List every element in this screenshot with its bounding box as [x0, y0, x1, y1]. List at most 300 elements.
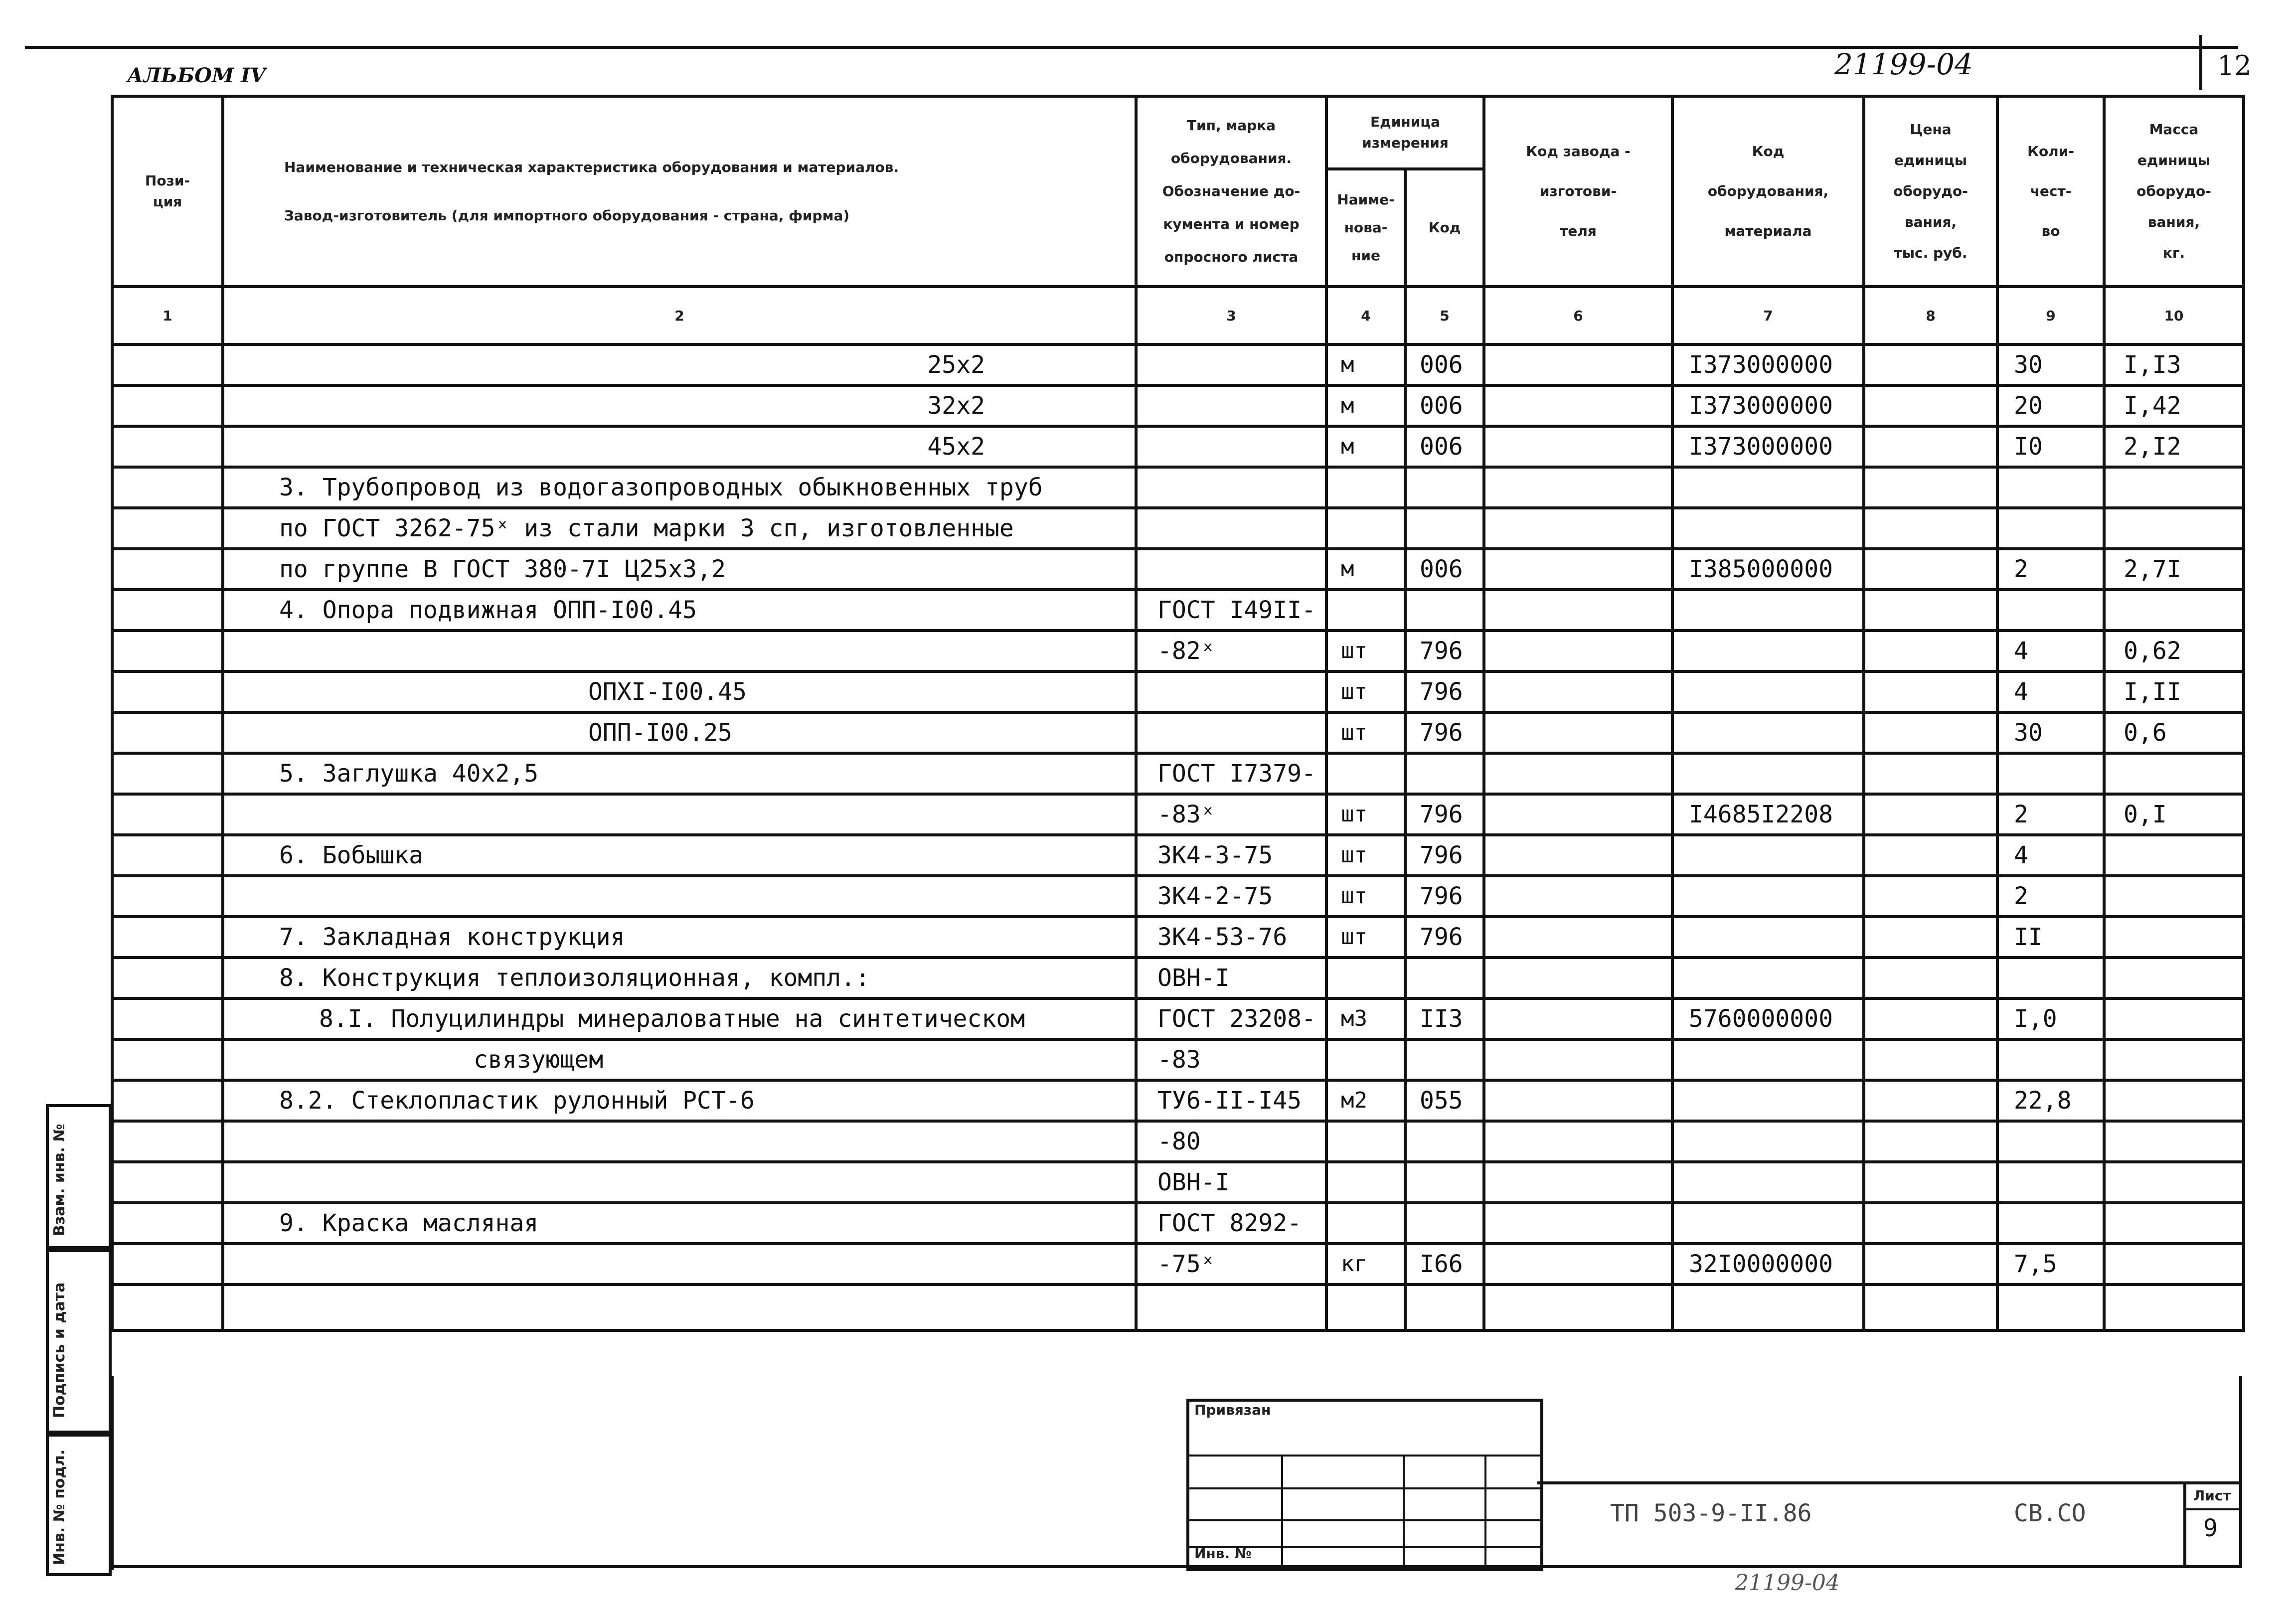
cell-unit-code: II3: [1405, 998, 1484, 1039]
cell-unit-code: 796: [1405, 835, 1484, 876]
table-row: [112, 508, 2244, 549]
column-number: 8: [1864, 287, 1997, 344]
cell-position: [112, 1162, 223, 1203]
table-row: [112, 467, 2244, 508]
empty-cell: [1136, 1285, 1326, 1330]
cell-name: 9. Краска масляная: [223, 1203, 1136, 1244]
cell-name: 4. Опора подвижная ОПП-I00.45: [223, 590, 1136, 631]
empty-cell: [223, 1285, 1136, 1330]
cell-unit-code: 006: [1405, 426, 1484, 467]
sheet-box-mid: [2183, 1508, 2239, 1510]
cell-factory-code: [1484, 590, 1672, 631]
cell-material-code: I4685I2208: [1672, 794, 1864, 835]
frame-left: [111, 1376, 114, 1570]
empty-cell: [1484, 1285, 1672, 1330]
cell-material-code: I373000000: [1672, 385, 1864, 426]
cell-unit-code: 796: [1405, 794, 1484, 835]
cell-name: [223, 1121, 1136, 1162]
cell-name: по группе В ГОСТ 380-7I Ц25x3,2: [223, 549, 1136, 590]
column-number: 6: [1484, 287, 1672, 344]
cell-mass: [2104, 958, 2244, 998]
cell-position: [112, 344, 223, 385]
cell-name: 7. Закладная конструкция: [223, 917, 1136, 958]
cell-price: [1864, 1039, 1997, 1080]
cell-position: [112, 1244, 223, 1285]
cell-position: [112, 508, 223, 549]
table-row: [112, 1244, 2244, 1285]
cell-name: ОПХI-I00.45: [223, 671, 1136, 712]
cell-type: [1136, 712, 1326, 753]
cell-material-code: 5760000000: [1672, 998, 1864, 1039]
empty-cell: [1405, 1285, 1484, 1330]
cell-factory-code: [1484, 712, 1672, 753]
bottom-note: 21199-04: [1735, 1570, 1840, 1596]
cell-unit: м: [1326, 385, 1405, 426]
frame-right: [2239, 1376, 2242, 1568]
cell-factory-code: [1484, 631, 1672, 671]
cell-factory-code: [1484, 467, 1672, 508]
cell-factory-code: [1484, 753, 1672, 794]
cell-type: -83ˣ: [1136, 794, 1326, 835]
cell-unit: шт: [1326, 876, 1405, 917]
cell-type: [1136, 426, 1326, 467]
stamp-section: СВ.СО: [2014, 1499, 2086, 1527]
cell-quantity: 4: [1997, 671, 2104, 712]
cell-factory-code: [1484, 1080, 1672, 1121]
cell-position: [112, 712, 223, 753]
cell-quantity: [1997, 1162, 2104, 1203]
cell-quantity: I0: [1997, 426, 2104, 467]
cell-price: [1864, 385, 1997, 426]
cell-mass: [2104, 1203, 2244, 1244]
cell-type: ОВН-I: [1136, 958, 1326, 998]
cell-position: [112, 753, 223, 794]
cell-position: [112, 835, 223, 876]
cell-quantity: [1997, 467, 2104, 508]
cell-quantity: 4: [1997, 835, 2104, 876]
cell-unit: м: [1326, 426, 1405, 467]
cell-mass: [2104, 1244, 2244, 1285]
cell-type: [1136, 467, 1326, 508]
cell-position: [112, 1121, 223, 1162]
cell-type: ГОСТ 8292-: [1136, 1203, 1326, 1244]
cell-price: [1864, 794, 1997, 835]
cell-mass: I,42: [2104, 385, 2244, 426]
cell-factory-code: [1484, 1162, 1672, 1203]
cell-material-code: [1672, 958, 1864, 998]
cell-quantity: [1997, 1039, 2104, 1080]
cell-position: [112, 917, 223, 958]
cell-type: [1136, 385, 1326, 426]
cell-position: [112, 671, 223, 712]
table-row: [112, 876, 2244, 917]
page-number: 12: [2217, 50, 2252, 81]
table-row: [112, 671, 2244, 712]
cell-unit: шт: [1326, 631, 1405, 671]
cell-name: 8.2. Стеклопластик рулонный РСТ-6: [223, 1080, 1136, 1121]
cell-factory-code: [1484, 1203, 1672, 1244]
table-row: [112, 712, 2244, 753]
cell-unit: [1326, 508, 1405, 549]
cell-unit: м: [1326, 344, 1405, 385]
cell-quantity: 2: [1997, 549, 2104, 590]
column-number: 7: [1672, 287, 1864, 344]
album-label: АЛЬБОМ IV: [127, 64, 266, 87]
cell-price: [1864, 671, 1997, 712]
cell-mass: [2104, 917, 2244, 958]
cell-material-code: [1672, 1121, 1864, 1162]
column-number: 1: [112, 287, 223, 344]
cell-quantity: 22,8: [1997, 1080, 2104, 1121]
cell-name: [223, 1162, 1136, 1203]
cell-type: ЗК4-3-75: [1136, 835, 1326, 876]
cell-price: [1864, 631, 1997, 671]
page-number-divider: [2199, 35, 2202, 90]
cell-mass: [2104, 835, 2244, 876]
header-unit-group: Единица измерения: [1326, 96, 1484, 169]
cell-unit-code: [1405, 1039, 1484, 1080]
cell-unit: [1326, 1121, 1405, 1162]
specification-table: [111, 95, 2245, 1332]
column-number: 9: [1997, 287, 2104, 344]
cell-price: [1864, 753, 1997, 794]
cell-type: ЗК4-2-75: [1136, 876, 1326, 917]
cell-mass: 0,62: [2104, 631, 2244, 671]
cell-factory-code: [1484, 508, 1672, 549]
cell-type: ГОСТ I49II-: [1136, 590, 1326, 631]
cell-material-code: [1672, 508, 1864, 549]
table-row: [112, 1080, 2244, 1121]
cell-name: [223, 1244, 1136, 1285]
cell-factory-code: [1484, 344, 1672, 385]
cell-unit-code: [1405, 590, 1484, 631]
cell-unit: шт: [1326, 712, 1405, 753]
cell-unit: [1326, 1039, 1405, 1080]
stamp-divider: [1537, 1481, 2239, 1484]
cell-type: -75ˣ: [1136, 1244, 1326, 1285]
cell-unit-code: [1405, 467, 1484, 508]
cell-type: [1136, 549, 1326, 590]
header-mass: Масса единицы оборудо- вания, кг.: [2104, 96, 2244, 287]
header-type: Тип, марка оборудования. Обозначение до- кумента и номер опросного листа: [1136, 96, 1326, 287]
cell-material-code: [1672, 876, 1864, 917]
cell-factory-code: [1484, 385, 1672, 426]
table-row: [112, 426, 2244, 467]
cell-unit-code: [1405, 958, 1484, 998]
table-row: [112, 1039, 2244, 1080]
column-number: 10: [2104, 287, 2244, 344]
frame-bottom: [111, 1565, 2242, 1568]
cell-mass: 2,I2: [2104, 426, 2244, 467]
cell-price: [1864, 998, 1997, 1039]
cell-name: по ГОСТ 3262-75ˣ из стали марки 3 сп, изготовленные: [223, 508, 1136, 549]
cell-price: [1864, 344, 1997, 385]
cell-mass: [2104, 876, 2244, 917]
cell-quantity: 30: [1997, 344, 2104, 385]
cell-quantity: 30: [1997, 712, 2104, 753]
cell-unit: шт: [1326, 835, 1405, 876]
empty-cell: [112, 1285, 223, 1330]
cell-unit-code: [1405, 753, 1484, 794]
table-row: [112, 1121, 2244, 1162]
cell-unit: [1326, 1162, 1405, 1203]
cell-type: -83: [1136, 1039, 1326, 1080]
side-label-signature: Подпись и дата: [51, 1282, 68, 1418]
cell-material-code: [1672, 631, 1864, 671]
cell-price: [1864, 590, 1997, 631]
cell-price: [1864, 1244, 1997, 1285]
column-number: 3: [1136, 287, 1326, 344]
cell-quantity: [1997, 508, 2104, 549]
table-row: [112, 385, 2244, 426]
cell-position: [112, 385, 223, 426]
cell-mass: [2104, 753, 2244, 794]
cell-name: [223, 876, 1136, 917]
cell-mass: I,I3: [2104, 344, 2244, 385]
cell-material-code: [1672, 1162, 1864, 1203]
cell-type: [1136, 344, 1326, 385]
cell-name: 45x2: [223, 426, 1136, 467]
cell-unit-code: [1405, 1162, 1484, 1203]
cell-mass: [2104, 998, 2244, 1039]
cell-price: [1864, 1080, 1997, 1121]
cell-mass: [2104, 590, 2244, 631]
header-unit-name: Наиме- нова- ние: [1326, 169, 1405, 287]
empty-row: [112, 1285, 2244, 1330]
cell-price: [1864, 1121, 1997, 1162]
empty-cell: [1864, 1285, 1997, 1330]
cell-factory-code: [1484, 671, 1672, 712]
cell-mass: 0,6: [2104, 712, 2244, 753]
cell-unit-code: 055: [1405, 1080, 1484, 1121]
cell-name: [223, 631, 1136, 671]
cell-type: [1136, 508, 1326, 549]
cell-price: [1864, 917, 1997, 958]
cell-price: [1864, 508, 1997, 549]
stamp-designation: ТП 503-9-II.86: [1610, 1499, 1812, 1527]
table-row: [112, 549, 2244, 590]
cell-position: [112, 549, 223, 590]
cell-name: связующем: [223, 1039, 1136, 1080]
cell-position: [112, 631, 223, 671]
cell-type: -82ˣ: [1136, 631, 1326, 671]
cell-type: -80: [1136, 1121, 1326, 1162]
cell-unit: м2: [1326, 1080, 1405, 1121]
cell-position: [112, 467, 223, 508]
stamp-attached-label: Привязан: [1194, 1402, 1271, 1418]
cell-price: [1864, 876, 1997, 917]
cell-name: [223, 794, 1136, 835]
cell-name: 3. Трубопровод из водогазопроводных обыкновенных труб: [223, 467, 1136, 508]
cell-type: [1136, 671, 1326, 712]
header-unit-code: Код: [1405, 169, 1484, 287]
cell-unit: кг: [1326, 1244, 1405, 1285]
table-row: [112, 631, 2244, 671]
cell-unit: [1326, 753, 1405, 794]
cell-factory-code: [1484, 794, 1672, 835]
cell-material-code: [1672, 1203, 1864, 1244]
cell-unit-code: [1405, 1203, 1484, 1244]
cell-material-code: [1672, 671, 1864, 712]
cell-quantity: 20: [1997, 385, 2104, 426]
header-name: Наименование и техническая характеристика оборудования и материалов. Завод-изготовитель (для импортного оборудования - страна, фирма): [223, 96, 1136, 287]
header-quantity: Коли- чест- во: [1997, 96, 2104, 287]
cell-unit-code: 796: [1405, 671, 1484, 712]
cell-price: [1864, 467, 1997, 508]
column-number-row: [112, 287, 2244, 344]
cell-mass: [2104, 467, 2244, 508]
cell-position: [112, 998, 223, 1039]
cell-factory-code: [1484, 549, 1672, 590]
cell-unit-code: 796: [1405, 917, 1484, 958]
cell-factory-code: [1484, 1121, 1672, 1162]
cell-material-code: I373000000: [1672, 426, 1864, 467]
document-number: 21199-04: [1834, 47, 1973, 81]
table-row: [112, 1203, 2244, 1244]
cell-unit: м3: [1326, 998, 1405, 1039]
sheet-box-left: [2183, 1481, 2186, 1565]
empty-cell: [1326, 1285, 1405, 1330]
cell-material-code: [1672, 1039, 1864, 1080]
cell-name: 32x2: [223, 385, 1136, 426]
cell-quantity: 4: [1997, 631, 2104, 671]
cell-unit-code: 006: [1405, 385, 1484, 426]
cell-position: [112, 794, 223, 835]
table-row: [112, 590, 2244, 631]
table-row: [112, 1162, 2244, 1203]
cell-material-code: [1672, 1080, 1864, 1121]
cell-material-code: [1672, 753, 1864, 794]
sheet-label: Лист: [2193, 1487, 2231, 1504]
cell-unit-code: 796: [1405, 631, 1484, 671]
cell-type: ОВН-I: [1136, 1162, 1326, 1203]
empty-cell: [1997, 1285, 2104, 1330]
empty-cell: [2104, 1285, 2244, 1330]
empty-cell: [1672, 1285, 1864, 1330]
cell-unit-code: [1405, 1121, 1484, 1162]
cell-name: 25x2: [223, 344, 1136, 385]
cell-unit: [1326, 467, 1405, 508]
cell-material-code: [1672, 712, 1864, 753]
header-factory-code: Код завода - изготови- теля: [1484, 96, 1672, 287]
cell-unit-code: 006: [1405, 549, 1484, 590]
cell-material-code: [1672, 917, 1864, 958]
cell-quantity: II: [1997, 917, 2104, 958]
cell-name: ОПП-I00.25: [223, 712, 1136, 753]
cell-price: [1864, 958, 1997, 998]
cell-unit: м: [1326, 549, 1405, 590]
cell-quantity: [1997, 753, 2104, 794]
cell-unit: [1326, 958, 1405, 998]
cell-position: [112, 958, 223, 998]
header-material-code: Код оборудования, материала: [1672, 96, 1864, 287]
side-label-original: Инв. № подл.: [51, 1449, 68, 1565]
table-row: [112, 917, 2244, 958]
cell-unit-code: 796: [1405, 712, 1484, 753]
cell-name: 8.I. Полуцилиндры минераловатные на синтетическом: [223, 998, 1136, 1039]
cell-material-code: [1672, 467, 1864, 508]
cell-quantity: 7,5: [1997, 1244, 2104, 1285]
cell-quantity: 2: [1997, 876, 2104, 917]
cell-type: ГОСТ I7379-: [1136, 753, 1326, 794]
cell-quantity: [1997, 1203, 2104, 1244]
cell-position: [112, 1039, 223, 1080]
cell-price: [1864, 549, 1997, 590]
cell-type: ЗК4-53-76: [1136, 917, 1326, 958]
cell-position: [112, 426, 223, 467]
cell-mass: 2,7I: [2104, 549, 2244, 590]
cell-mass: [2104, 508, 2244, 549]
cell-name: 8. Конструкция теплоизоляционная, компл.:: [223, 958, 1136, 998]
cell-factory-code: [1484, 426, 1672, 467]
cell-mass: 0,I: [2104, 794, 2244, 835]
cell-position: [112, 590, 223, 631]
cell-unit: [1326, 590, 1405, 631]
cell-factory-code: [1484, 1039, 1672, 1080]
cell-material-code: I373000000: [1672, 344, 1864, 385]
cell-price: [1864, 426, 1997, 467]
column-number: 5: [1405, 287, 1484, 344]
table-row: [112, 835, 2244, 876]
cell-factory-code: [1484, 998, 1672, 1039]
cell-mass: I,II: [2104, 671, 2244, 712]
cell-quantity: [1997, 1121, 2104, 1162]
cell-quantity: [1997, 590, 2104, 631]
cell-unit-code: 006: [1405, 344, 1484, 385]
cell-unit: шт: [1326, 671, 1405, 712]
column-number: 2: [223, 287, 1136, 344]
cell-factory-code: [1484, 917, 1672, 958]
cell-price: [1864, 1203, 1997, 1244]
cell-position: [112, 1203, 223, 1244]
cell-price: [1864, 712, 1997, 753]
cell-mass: [2104, 1080, 2244, 1121]
header-position: Пози- ция: [112, 96, 223, 287]
cell-mass: [2104, 1121, 2244, 1162]
cell-material-code: [1672, 835, 1864, 876]
cell-name: 5. Заглушка 40x2,5: [223, 753, 1136, 794]
table-row: [112, 753, 2244, 794]
cell-price: [1864, 835, 1997, 876]
cell-unit: шт: [1326, 794, 1405, 835]
cell-material-code: I385000000: [1672, 549, 1864, 590]
cell-unit: шт: [1326, 917, 1405, 958]
cell-factory-code: [1484, 958, 1672, 998]
cell-unit: [1326, 1203, 1405, 1244]
cell-position: [112, 876, 223, 917]
cell-quantity: [1997, 958, 2104, 998]
cell-factory-code: [1484, 1244, 1672, 1285]
cell-quantity: 2: [1997, 794, 2104, 835]
cell-material-code: 32I0000000: [1672, 1244, 1864, 1285]
side-label-replacement: Взам. инв. №: [51, 1124, 68, 1236]
table-row: [112, 958, 2244, 998]
cell-unit-code: [1405, 508, 1484, 549]
cell-name: 6. Бобышка: [223, 835, 1136, 876]
table-row: [112, 344, 2244, 385]
cell-factory-code: [1484, 835, 1672, 876]
cell-factory-code: [1484, 876, 1672, 917]
cell-position: [112, 1080, 223, 1121]
table-row: [112, 794, 2244, 835]
table-row: [112, 998, 2244, 1039]
cell-material-code: [1672, 590, 1864, 631]
header-price: Цена единицы оборудо- вания, тыс. руб.: [1864, 96, 1997, 287]
cell-type: ГОСТ 23208-: [1136, 998, 1326, 1039]
column-number: 4: [1326, 287, 1405, 344]
cell-price: [1864, 1162, 1997, 1203]
stamp-inv-label: Инв. №: [1194, 1545, 1252, 1562]
